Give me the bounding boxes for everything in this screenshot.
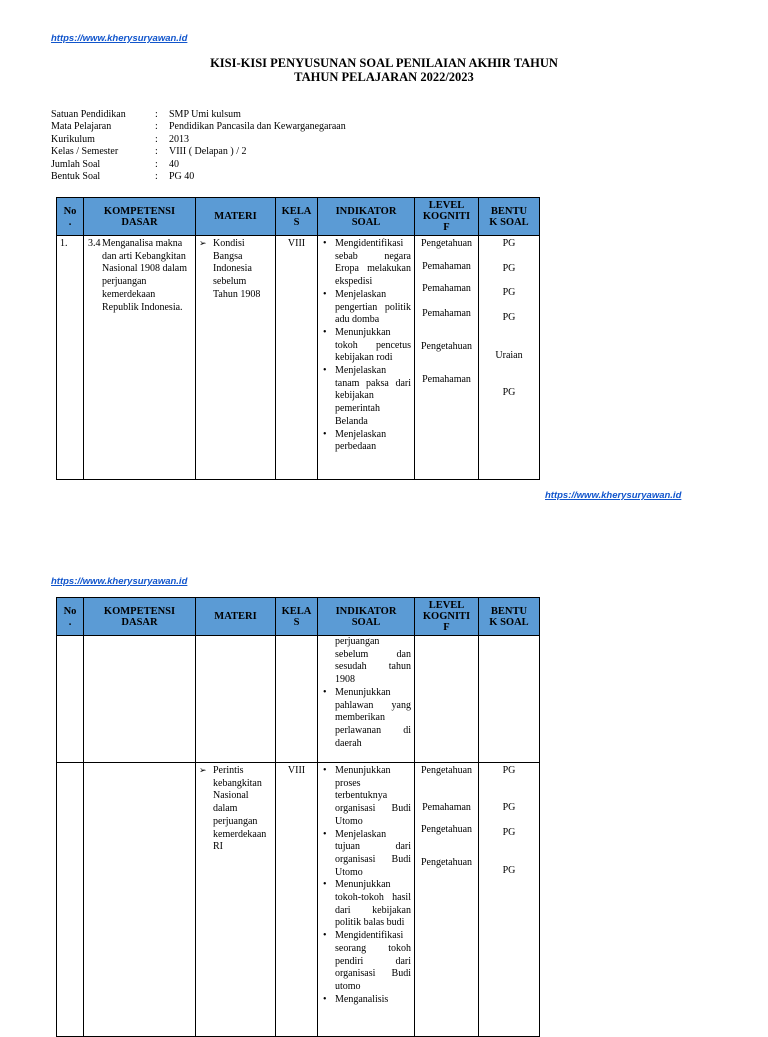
bentuk-item: PG: [502, 765, 516, 776]
indikator-item: • Menunjukkan tokoh-tokoh hasil dari kebijakan politik balas budi: [321, 879, 411, 930]
meta-value: VIII ( Delapan ) / 2: [169, 146, 247, 158]
meta-value: 2013: [169, 133, 189, 145]
table-header-row: [57, 598, 540, 636]
header-no: No .: [57, 198, 84, 236]
indikator-item: • Menunjukkan proses terbentuknya organisasi Budi Utomo: [321, 765, 411, 829]
kisi-kisi-table-page-1: [56, 197, 540, 480]
cell-kompetensi-dasar: [84, 636, 196, 763]
meta-value: PG 40: [169, 171, 195, 183]
website-link-page-2[interactable]: https://www.kherysuryawan.id: [51, 576, 188, 587]
header-kompetensi-dasar: KOMPETENSI DASAR: [84, 198, 196, 236]
cell-bentuk: [479, 636, 540, 763]
level-item: Pengetahuan: [420, 340, 473, 352]
website-link-top[interactable]: https://www.kherysuryawan.id: [51, 33, 188, 44]
kisi-kisi-table-page-2: [56, 597, 540, 1037]
header-kelas: KELA S: [276, 598, 318, 636]
level-item: Pengetahuan: [420, 765, 473, 776]
cell-level: [415, 763, 479, 1037]
level-item: Pemahaman: [422, 283, 471, 295]
cell-kompetensi-dasar: [84, 236, 196, 480]
level-item: Pengetahuan: [420, 238, 473, 249]
bentuk-item: Uraian: [495, 349, 523, 361]
header-indikator-soal: INDIKATOR SOAL: [318, 198, 415, 236]
level-item: Pemahaman: [422, 260, 471, 272]
cell-level: [415, 236, 479, 480]
bentuk-item: PG: [502, 827, 516, 839]
header-no: No .: [57, 598, 84, 636]
meta-row: [51, 171, 346, 183]
meta-key: Jumlah Soal: [51, 158, 101, 170]
title-line-2: TAHUN PELAJARAN 2022/2023: [294, 70, 474, 84]
table-row: [57, 763, 540, 1037]
cell-no: [57, 763, 84, 1037]
website-link-bottom[interactable]: https://www.kherysuryawan.id: [545, 490, 682, 501]
cell-kompetensi-dasar: [84, 763, 196, 1037]
bentuk-item: PG: [502, 262, 516, 274]
cell-indikator: [318, 236, 415, 480]
meta-value: 40: [169, 158, 179, 170]
document-title: [0, 56, 768, 84]
meta-row: [51, 159, 346, 171]
indikator-item: • Mengidentifikasi sebab negara Eropa melakukan ekspedisi: [321, 238, 411, 289]
meta-row: [51, 134, 346, 146]
table-row: [57, 636, 540, 763]
kd-number: 3.4: [88, 238, 101, 249]
cell-indikator: [318, 763, 415, 1037]
metadata-block: [51, 109, 346, 183]
bentuk-item: PG: [502, 238, 516, 249]
level-item: Pengetahuan: [420, 824, 473, 836]
indikator-item: • Menjelaskan pengertian politik adu domba: [321, 289, 411, 327]
meta-key: Kurikulum: [51, 133, 95, 145]
header-materi: MATERI: [196, 198, 276, 236]
level-item: Pengetahuan: [420, 857, 473, 869]
materi-item: ➢ Kondisi Bangsa Indonesia sebelum Tahun 1908: [199, 238, 272, 302]
indikator-item: • Mengidentifikasi seorang tokoh pendiri dari organisasi Budi utomo: [321, 930, 411, 994]
cell-kelas: VIII: [276, 236, 318, 480]
cell-bentuk: [479, 763, 540, 1037]
level-item: Pemahaman: [422, 308, 471, 320]
meta-row: [51, 146, 346, 158]
meta-row: [51, 121, 346, 133]
level-item: Pemahaman: [422, 801, 471, 813]
indikator-item: • Menjelaskan tanam paksa dari kebijakan pemerintah Belanda: [321, 365, 411, 429]
cell-level: [415, 636, 479, 763]
header-level-kognitif: LEVEL KOGNITI F: [415, 598, 479, 636]
cell-kelas: [276, 636, 318, 763]
cell-materi: [196, 763, 276, 1037]
kd-text: Menganalisa makna dan arti Kebangkitan Nasional 1908 dalam perjuangan kemerdekaan Republik Indonesia.: [102, 238, 187, 313]
indikator-item: • Menunjukkan tokoh pencetus kebijakan rodi: [321, 327, 411, 365]
header-materi: MATERI: [196, 598, 276, 636]
header-bentuk-soal: BENTU K SOAL: [479, 598, 540, 636]
cell-materi: [196, 236, 276, 480]
meta-key: Bentuk Soal: [51, 171, 101, 183]
cell-materi: [196, 636, 276, 763]
cell-no: 1.: [57, 236, 84, 480]
meta-separator: :: [155, 109, 158, 120]
header-kelas: KELA S: [276, 198, 318, 236]
cell-kelas: VIII: [276, 763, 318, 1037]
meta-key: Kelas / Semester: [51, 146, 119, 158]
bentuk-item: PG: [502, 386, 516, 398]
meta-value: SMP Umi kulsum: [169, 109, 241, 120]
indikator-item: • Menganalisis: [321, 994, 411, 1007]
meta-separator: :: [155, 133, 158, 145]
meta-separator: :: [155, 146, 158, 158]
table-header-row: [57, 198, 540, 236]
header-kompetensi-dasar: KOMPETENSI DASAR: [84, 598, 196, 636]
bentuk-item: PG: [502, 801, 516, 813]
header-level-kognitif: LEVEL KOGNITI F: [415, 198, 479, 236]
title-line-1: KISI-KISI PENYUSUNAN SOAL PENILAIAN AKHIR TAHUN: [210, 56, 558, 70]
indikator-item: • Menjelaskan perbedaan: [321, 429, 411, 454]
bentuk-item: PG: [502, 865, 516, 877]
level-item: Pemahaman: [422, 373, 471, 385]
meta-separator: :: [155, 158, 158, 170]
indikator-continuation: perjuangan sebelum dan sesudah tahun 1908: [335, 636, 411, 686]
table-row: [57, 236, 540, 480]
meta-key: Satuan Pendidikan: [51, 109, 126, 120]
cell-indikator: [318, 636, 415, 763]
meta-key: Mata Pelajaran: [51, 121, 112, 133]
meta-value: Pendidikan Pancasila dan Kewarganegaraan: [169, 121, 346, 133]
header-bentuk-soal: BENTU K SOAL: [479, 198, 540, 236]
bentuk-item: PG: [502, 312, 516, 324]
meta-separator: :: [155, 171, 158, 183]
cell-bentuk: [479, 236, 540, 480]
header-indikator-soal: INDIKATOR SOAL: [318, 598, 415, 636]
indikator-item: • Menunjukkan pahlawan yang memberikan perlawanan di daerah: [321, 687, 411, 751]
cell-no: [57, 636, 84, 763]
meta-row: [51, 109, 346, 121]
bentuk-item: PG: [502, 287, 516, 299]
meta-separator: :: [155, 121, 158, 133]
indikator-item: • Menjelaskan tujuan dari organisasi Budi Utomo: [321, 829, 411, 880]
materi-item: ➢ Perintis kebangkitan Nasional dalam perjuangan kemerdekaan RI: [199, 765, 272, 854]
